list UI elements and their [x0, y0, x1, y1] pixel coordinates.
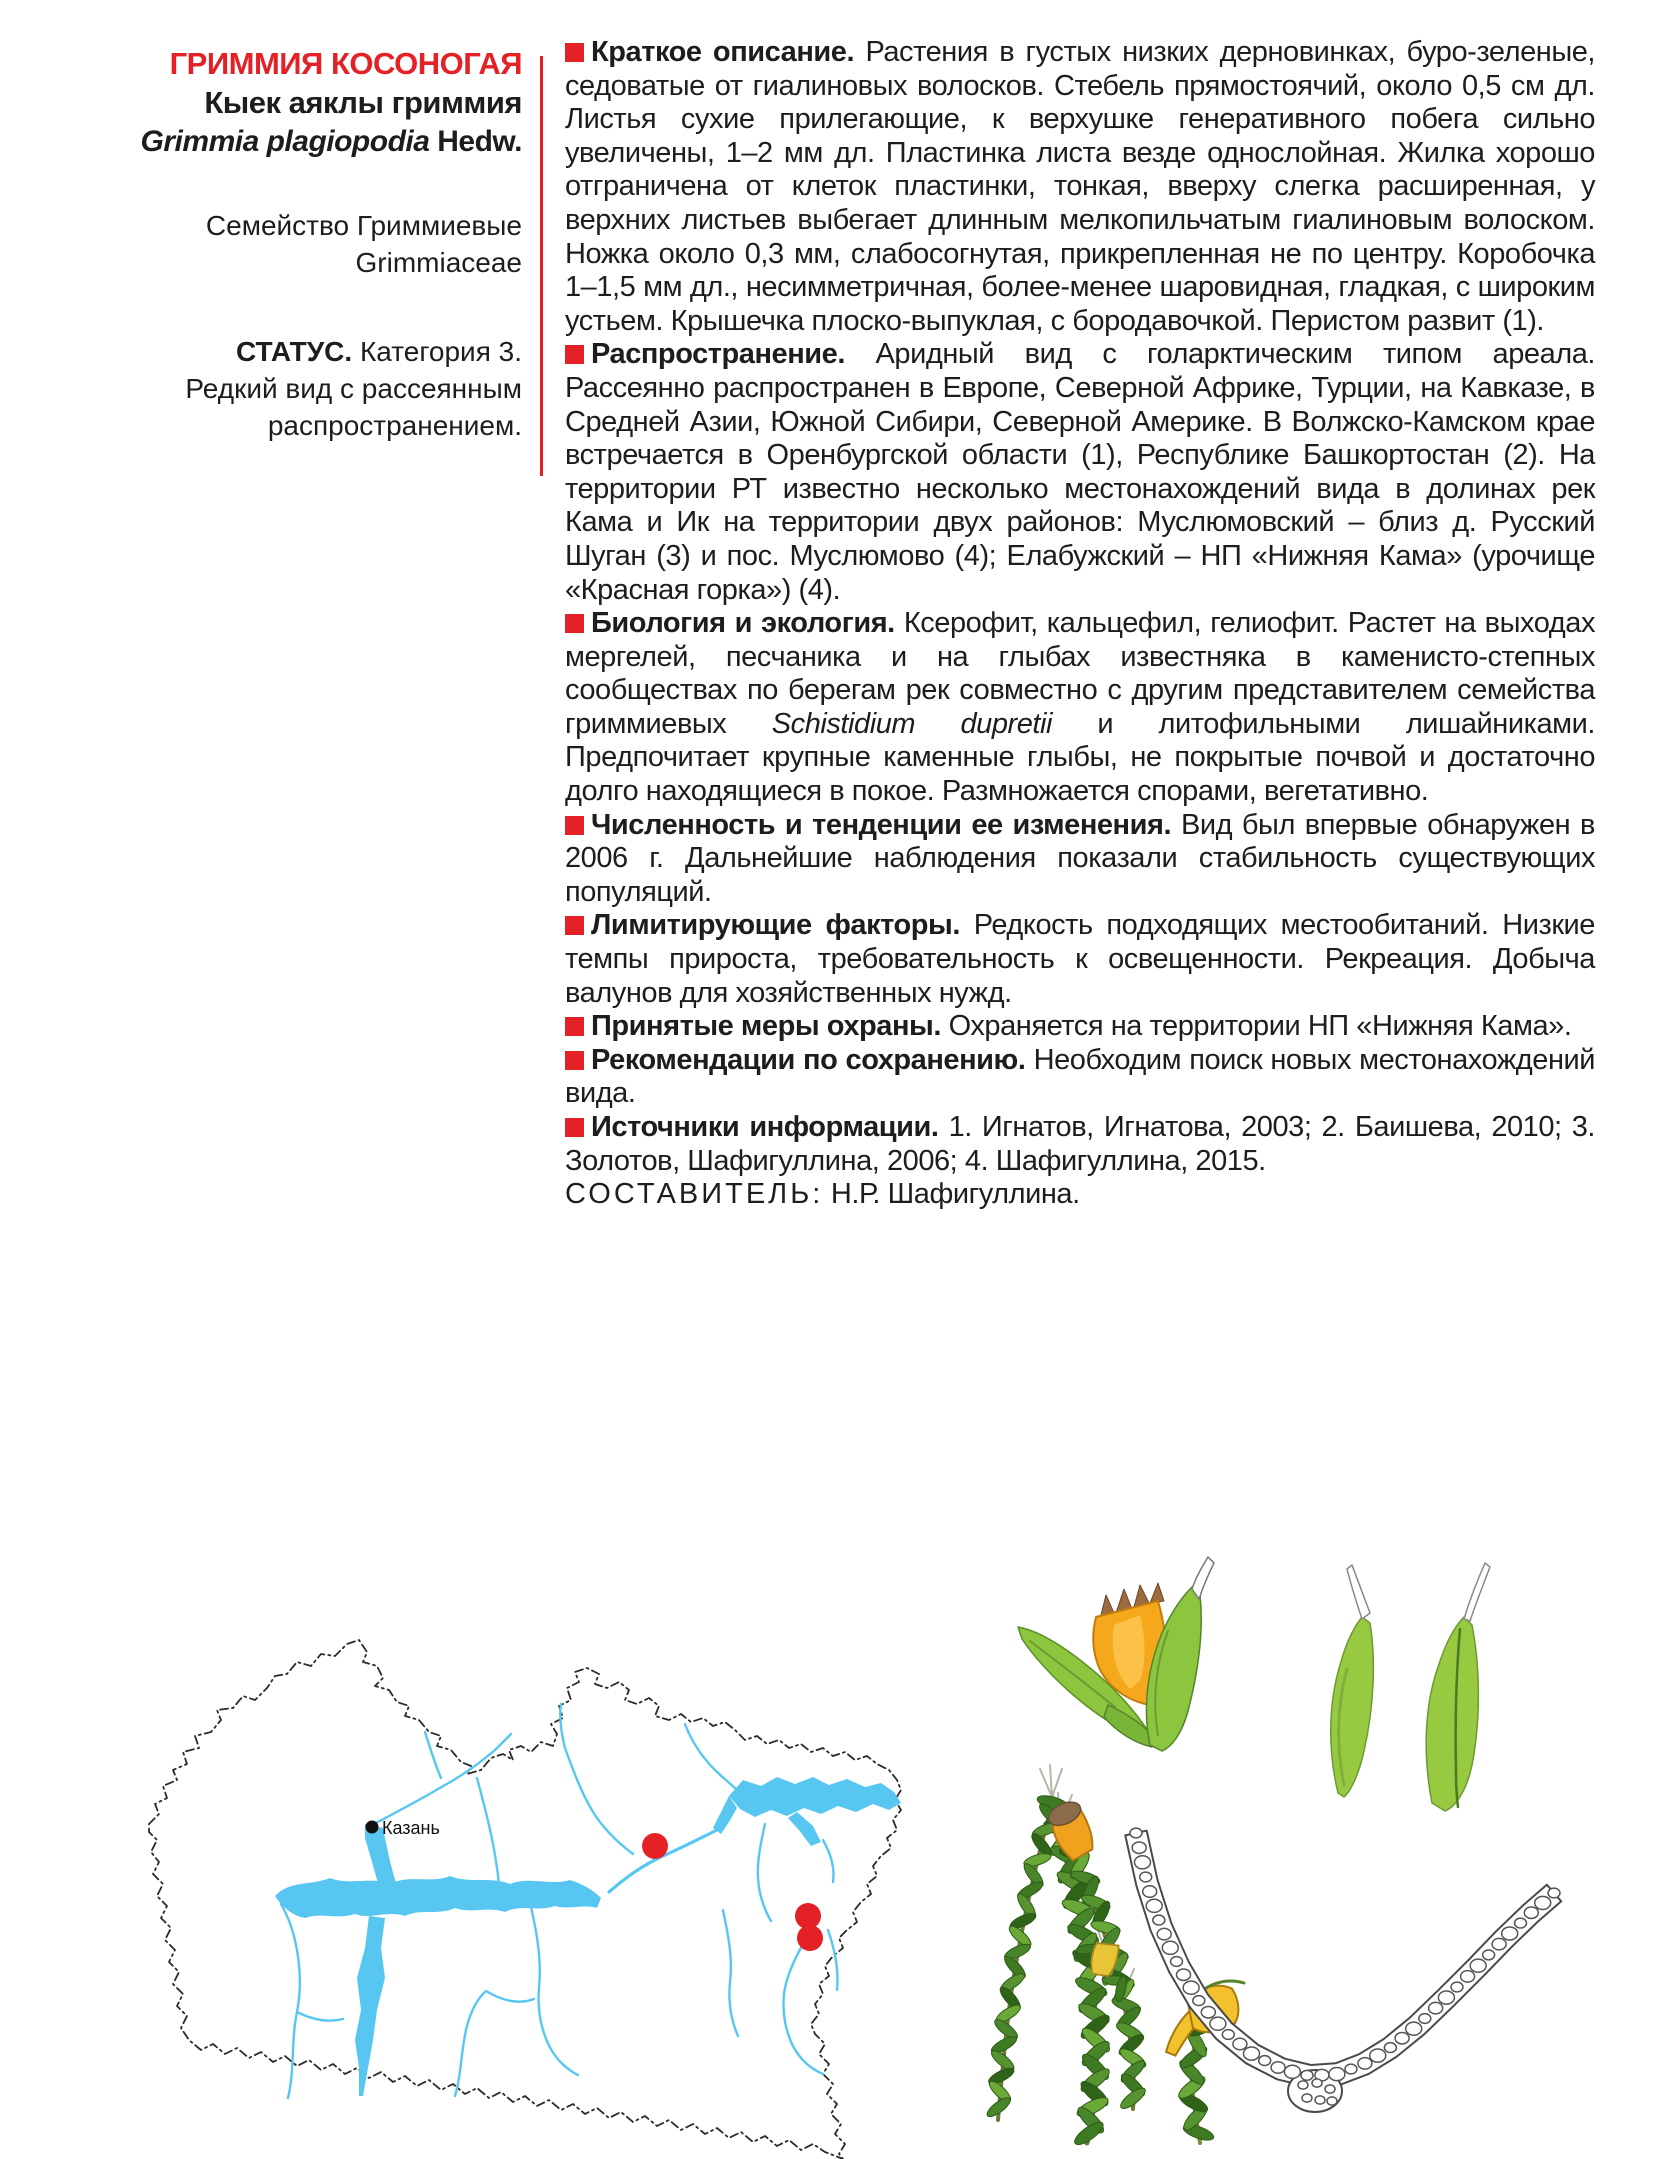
compiler-line — [565, 1178, 1595, 1212]
red-square-bullet — [565, 916, 584, 935]
species-title-russian: ГРИММИЯ КОСОНОГАЯ — [169, 46, 522, 81]
red-square-bullet — [565, 1051, 584, 1070]
kuibyshev-reservoir — [275, 1824, 601, 2096]
compiler-name: Н.Р. Шафигуллина. — [823, 1178, 1080, 1211]
section-sources: Источники информации. 1. Игнатов, Игнатова, 2003; 2. Баишева, 2010; 3. Золотов, Шафигуллина, 2006; 4. Шафигуллина, 2015. — [565, 1111, 1595, 1177]
species-header — [88, 44, 522, 444]
section-distribution: Распространение. Аридный вид с голарктическим типом ареала. Рассеянно распространен в Европе, Северной Африке, Турции, на Кавказе, в Средней Азии, Южной Сибири, Северной Америке. В Волжско-Камском крае встречается в Оренбургской области (1), Республике Башкортостан (2). На территории РТ известно несколько местонахождений вида в долинах рек Кама и Ик на территории двух районов: Муслюмовский – близ д. Русский Шуган (3) и пос. Муслюмово (4); Елабужский – НП «Нижняя Кама» (урочище «Красная горка») (4). — [565, 338, 1596, 606]
section-protection-measures: Принятые меры охраны. Охраняется на территории НП «Нижняя Кама». — [565, 1010, 1595, 1044]
red-square-bullet — [565, 614, 584, 633]
section-limiting-factors: Лимитирующие факторы. Редкость подходящих местообитаний. Низкие темпы прироста, требовательность к освещенности. Рекреация. Добыча валунов для хозяйственных нужд. — [565, 909, 1595, 1009]
red-square-bullet — [565, 43, 584, 62]
section-short-description: Краткое описание. Растения в густых низких дерновинках, буро-зеленые, седоватые от гиалиновых волосков. Стебель прямостоячий, около 0,5 см дл. Листья сухие прилегающие, к верхушке генеративного побега сильно увеличены, 1–2 мм дл. Пластинка листа везде однослойная. Жилка хорошо отграничена от клеток пластинки, тонкая, вверху слегка расширенная, у верхних листьев выбегает длинным мелкопильчатым гиалиновым волоском. Ножка около 0,3 мм, слабосогнутая, прикрепленная не по центру. Коробочка 1–1,5 мм дл., несимметричная, более-менее шаровидная, гладкая, с широким устьем. Крышечка плоско-выпуклая, с бородавочкой. Перистом развит (1). — [565, 36, 1595, 337]
family-block — [88, 207, 522, 281]
status-block — [88, 333, 522, 444]
latin-author: Hedw. — [429, 125, 522, 158]
capsule-with-leaves-illustration — [1018, 1557, 1214, 1751]
status-line-3: распространением. — [267, 410, 522, 441]
status-line-2: Редкий вид с рассеянным — [185, 373, 522, 404]
record-dots — [642, 1833, 823, 1951]
red-square-bullet — [565, 1017, 584, 1036]
family-russian: Семейство Гриммиевые — [205, 210, 522, 241]
hyaline-awn — [1464, 1563, 1490, 1621]
kazan-city-dot — [366, 1821, 379, 1834]
article-text-column — [565, 36, 1595, 1212]
nizhnekamsk-reservoir — [713, 1777, 901, 1846]
botanical-illustrations — [900, 1555, 1653, 2159]
hyaline-awn — [1192, 1557, 1214, 1599]
kazan-label: Казань — [382, 1818, 440, 1838]
red-square-bullet — [565, 816, 584, 835]
latin-name: Grimmia plagiopodia — [140, 125, 430, 158]
record-dot — [642, 1833, 668, 1859]
family-latin: Grimmiaceae — [355, 247, 522, 278]
red-square-bullet — [565, 345, 584, 364]
moss-plant-illustration — [984, 1765, 1148, 2148]
section-recommendations: Рекомендации по сохранению. Необходим поиск новых местонахождений вида. — [565, 1043, 1596, 1110]
compiler-label: СОСТАВИТЕЛЬ: — [565, 1178, 824, 1211]
status-line-1: СТАТУС. Категория 3. — [235, 336, 522, 367]
red-square-bullet — [565, 1118, 584, 1137]
section-population-trends: Численность и тенденции ее изменения. Вид был впервые обнаружен в 2006 г. Дальнейшие наблюдения показали стабильность существующих популяций. — [565, 808, 1596, 908]
latin-species-inline: Schistidium dupretii — [771, 707, 1052, 740]
hyaline-awn — [1347, 1565, 1370, 1619]
column-divider-rule — [540, 56, 543, 476]
species-title-latin — [88, 122, 522, 161]
section-biology-ecology: Биология и экология. Ксерофит, кальцефил, гелиофит. Растет на выходах мергелей, песчаника и на глыбах известняка в каменисто-степных сообществах по берегам рек совместно с другим представителем семейства гриммиевых Schistidium dupretii и литофильными лишайниками. Предпочитает крупные каменные глыбы, не покрытые почвой и достаточно долго находящиеся в покое. Размножается спорами, вегетативно. — [565, 607, 1595, 808]
record-dot — [795, 1903, 821, 1929]
record-dot — [797, 1925, 823, 1951]
species-title-tatar: Кыек аяклы гриммия — [204, 85, 522, 120]
leaf-pair-illustration — [1331, 1563, 1490, 1811]
distribution-map — [125, 1628, 905, 2159]
